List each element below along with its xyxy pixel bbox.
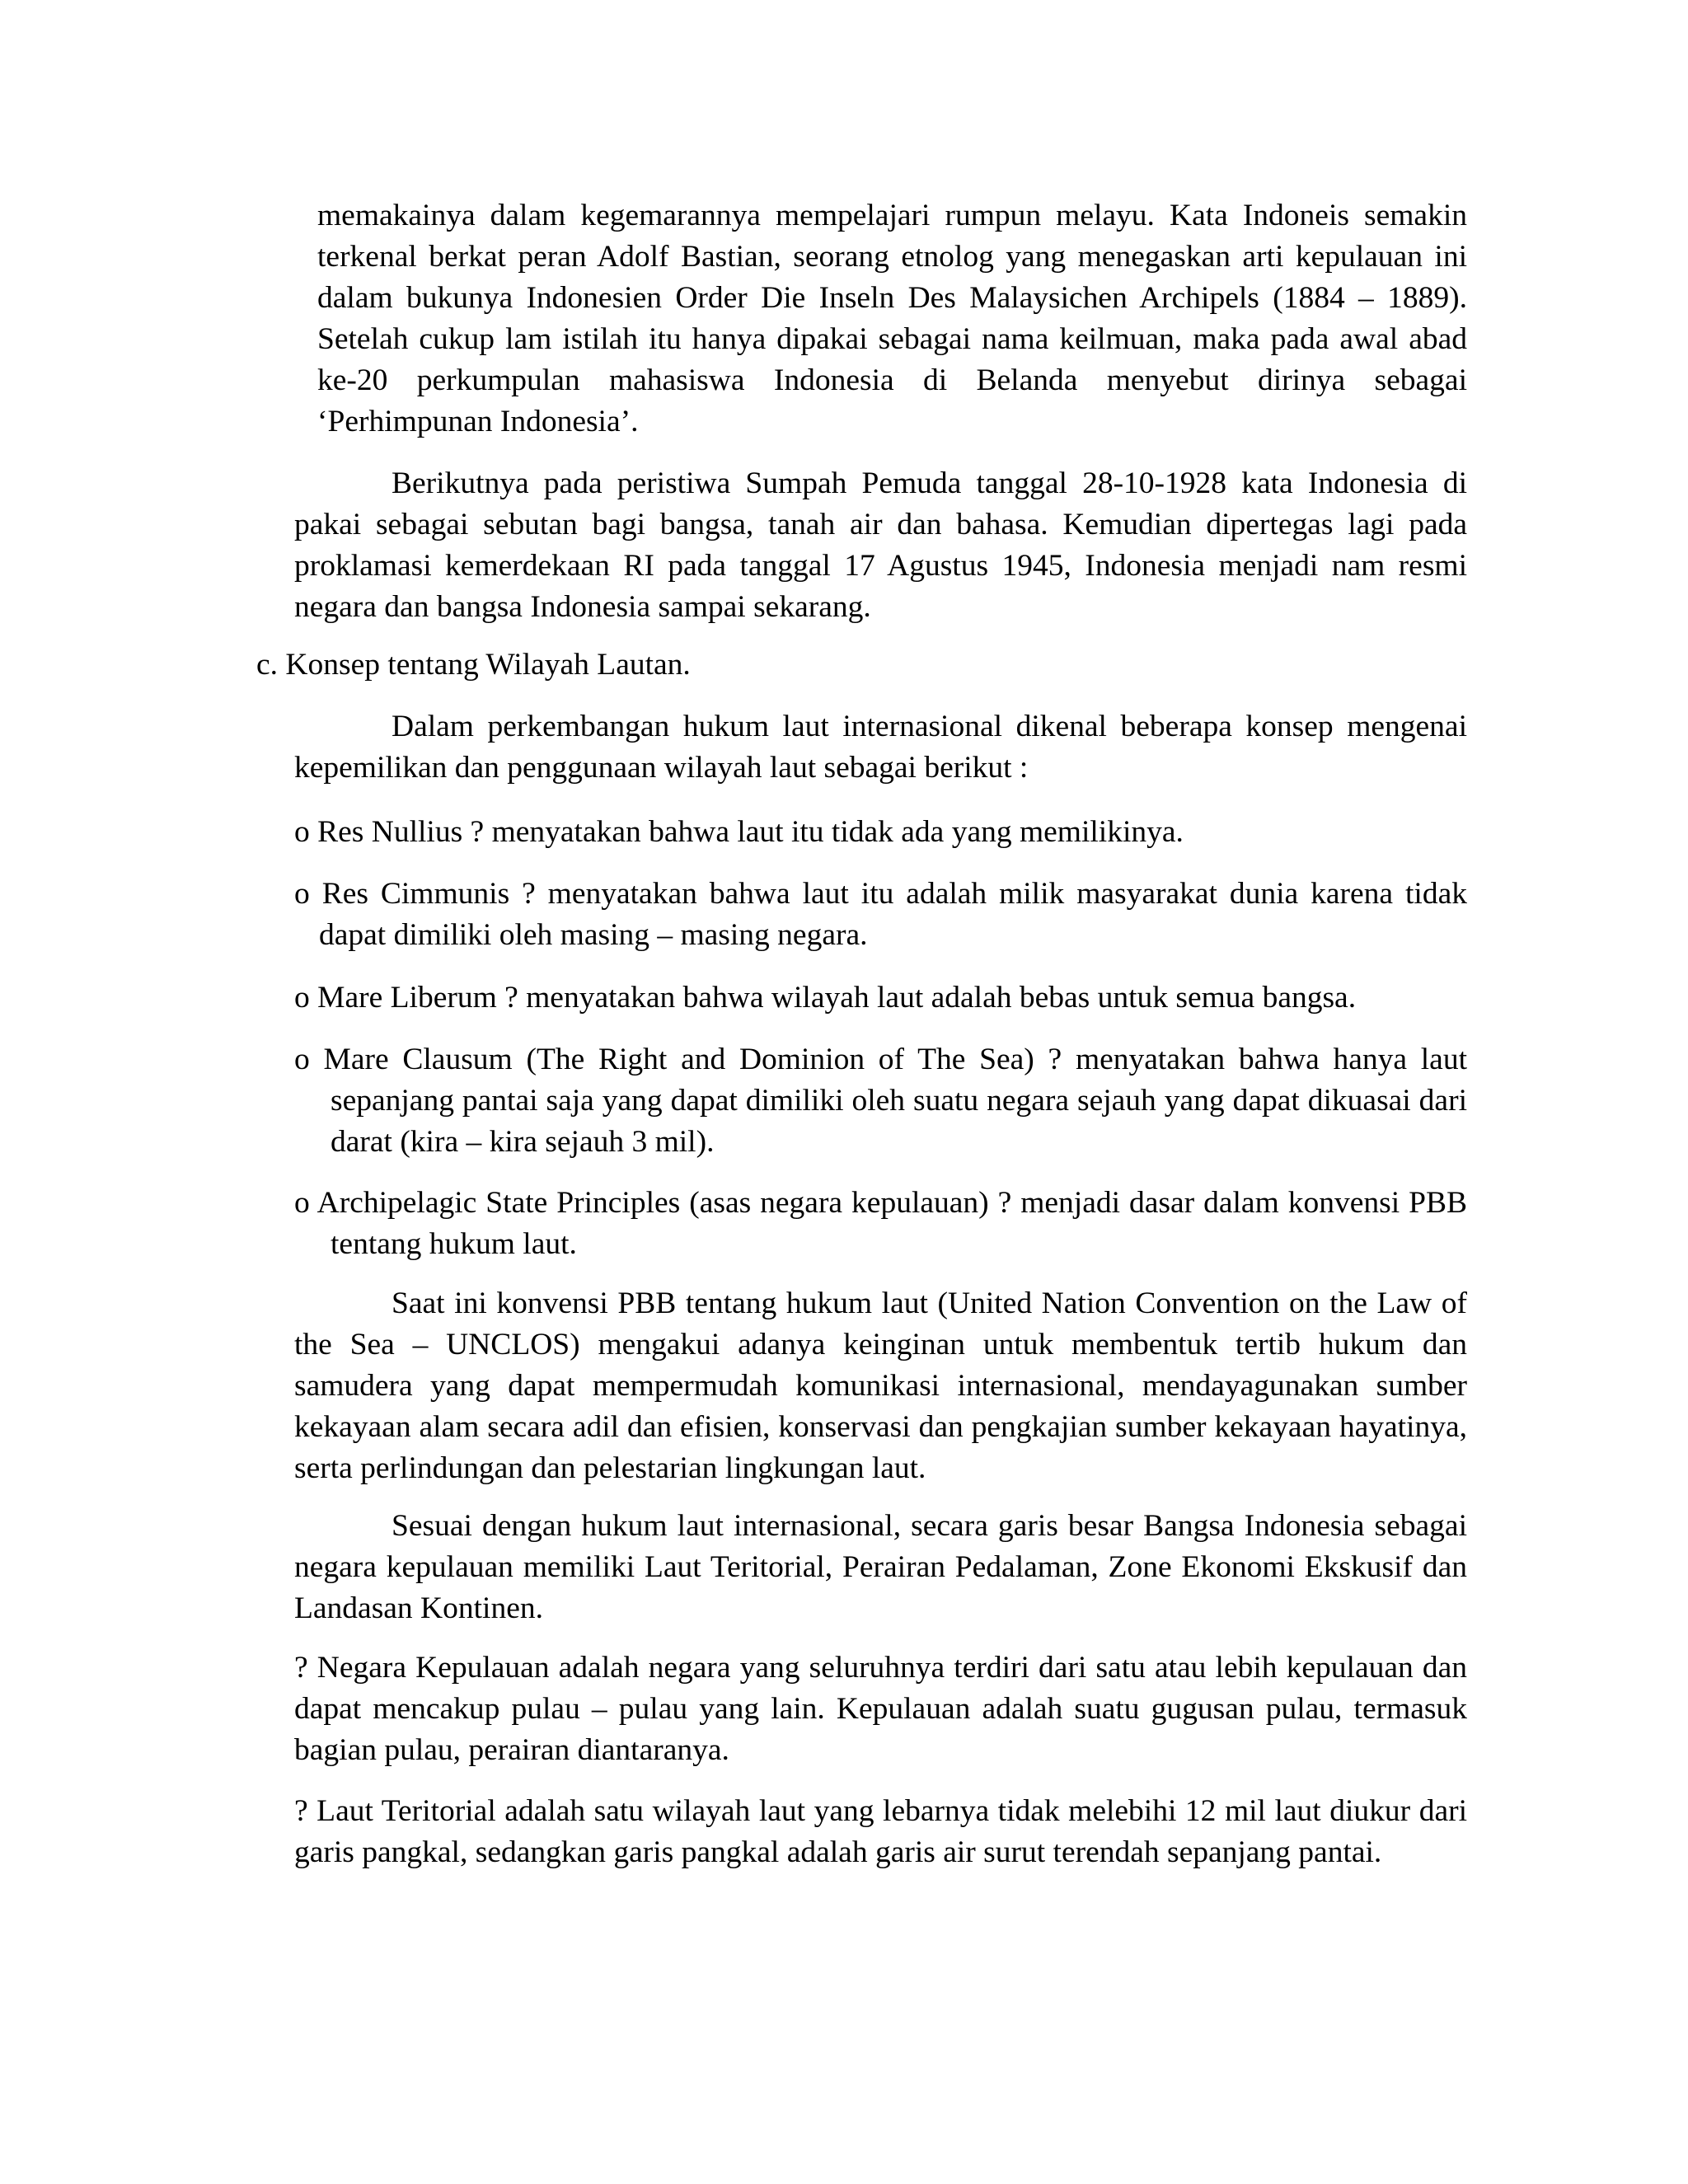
paragraph-continued: memakainya dalam kegemarannya mempelajari rumpun melayu. Kata Indoneis semakin terkenal berkat peran Adolf Bastian, seorang etnolog yang menegaskan arti kepulauan ini dalam bukunya Indonesien Order Die Inseln Des Malaysichen Archipels (1884 – 1889). Setelah cukup lam istilah itu hanya dipakai sebagai nama keilmuan, maka pada awal abad ke-20 perkumpulan mahasiswa Indonesia di Belanda menyebut dirinya sebagai ‘Perhimpunan Indonesia’. — [317, 199, 1467, 438]
list-item-archipelagic: o Archipelagic State Principles (asas negara kepulauan) ? menjadi dasar dalam konvensi PBB tentang hukum laut. — [294, 1186, 1467, 1261]
paragraph-negara-kepulauan: ? Negara Kepulauan adalah negara yang seluruhnya terdiri dari satu atau lebih kepulauan dan dapat mencakup pulau – pulau yang lain. Kepulauan adalah suatu gugusan pulau, termasuk bagian pulau, perairan diantaranya. — [294, 1651, 1467, 1767]
list-item-mare-clausum: o Mare Clausum (The Right and Dominion of The Sea) ? menyatakan bahwa hanya laut sepanjang pantai saja yang dapat dimiliki oleh suatu negara sejauh yang dapat dikuasai dari darat (kira – kira sejauh 3 mil). — [294, 1043, 1467, 1159]
paragraph-hukum-laut: Sesuai dengan hukum laut internasional, secara garis besar Bangsa Indonesia sebagai negara kepulauan memiliki Laut Teritorial, Perairan Pedalaman, Zone Ekonomi Ekskusif dan Landasan Kontinen. — [294, 1509, 1467, 1625]
paragraph-sumpah-pemuda: Berikutnya pada peristiwa Sumpah Pemuda tanggal 28-10-1928 kata Indonesia di pakai sebagai sebutan bagi bangsa, tanah air dan bahasa. Kemudian dipertegas lagi pada proklamasi kemerdekaan RI pada tanggal 17 Agustus 1945, Indonesia menjadi nam resmi negara dan bangsa Indonesia sampai sekarang. — [294, 466, 1467, 624]
paragraph-laut-teritorial: ? Laut Teritorial adalah satu wilayah laut yang lebarnya tidak melebihi 12 mil laut diukur dari garis pangkal, sedangkan garis pangkal adalah garis air surut terendah sepanjang pantai. — [294, 1794, 1467, 1869]
list-item-res-nullius: o Res Nullius ? menyatakan bahwa laut itu tidak ada yang memilikinya. — [294, 815, 1184, 849]
paragraph-konsep-intro: Dalam perkembangan hukum laut internasional dikenal beberapa konsep mengenai kepemilikan dan penggunaan wilayah laut sebagai berikut : — [294, 710, 1467, 785]
section-heading-c: c. Konsep tentang Wilayah Lautan. — [256, 648, 691, 682]
list-item-mare-liberum: o Mare Liberum ? menyatakan bahwa wilayah laut adalah bebas untuk semua bangsa. — [294, 981, 1357, 1015]
list-item-res-cimmunis: o Res Cimmunis ? menyatakan bahwa laut itu adalah milik masyarakat dunia karena tidak dapat dimiliki oleh masing – masing negara. — [294, 877, 1467, 952]
paragraph-unclos: Saat ini konvensi PBB tentang hukum laut (United Nation Convention on the Law of the Sea – UNCLOS) mengakui adanya keinginan untuk membentuk tertib hukum dan samudera yang dapat mempermudah komunikasi internasional, mendayagunakan sumber kekayaan alam secara adil dan efisien, konservasi dan pengkajian sumber kekayaan hayatinya, serta perlindungan dan pelestarian lingkungan laut. — [294, 1286, 1467, 1485]
